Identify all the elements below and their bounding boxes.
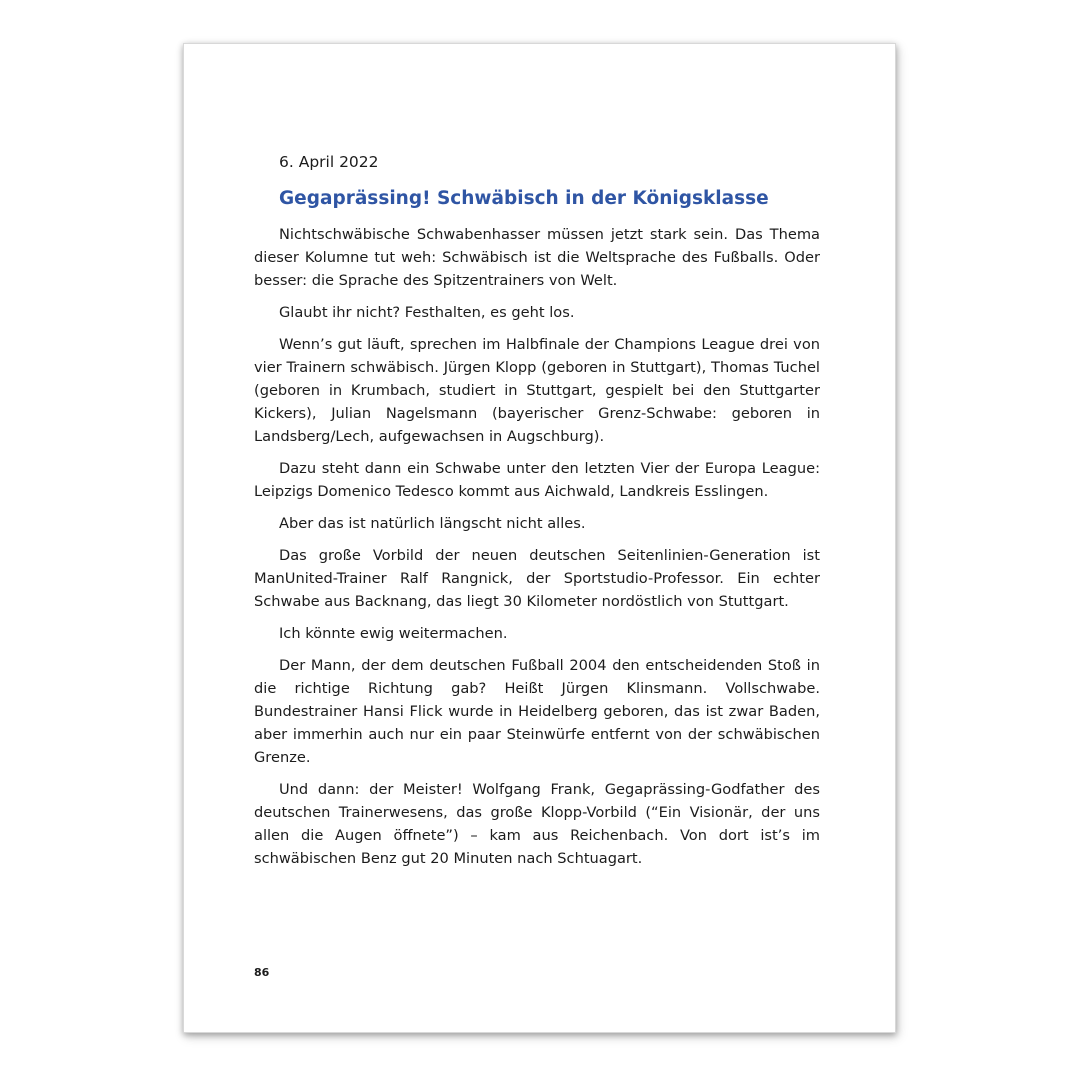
paragraph: Wenn’s gut läuft, sprechen im Halbfinale der Champions League drei von vier Trainern schwäbisch. Jürgen Klopp (geboren in Stuttgart), Thomas Tuchel (geboren in Krumbach, studiert in Stuttgart, gespielt bei den Stuttgarter Kickers), Julian Nagelsmann (bayerischer Grenz-Schwabe: geboren in Landsberg/Lech, aufgewachsen in Augschburg).: [254, 336, 820, 445]
paragraph: Nichtschwäbische Schwabenhasser müssen jetzt stark sein. Das Thema dieser Kolumne tut weh: Schwäbisch ist die Weltsprache des Fußballs. Oder besser: die Sprache des Spitzentrainers von Welt.: [254, 226, 820, 289]
paragraph: Aber das ist natürlich längscht nicht alles.: [279, 515, 586, 532]
paragraph: Ich könnte ewig weitermachen.: [279, 625, 508, 642]
column-date: 6. April 2022: [279, 153, 379, 171]
page-content: [254, 152, 820, 879]
column-title: Gegaprässing! Schwäbisch in der Königsklasse: [279, 188, 769, 209]
paragraph: Und dann: der Meister! Wolfgang Frank, Gegaprässing-Godfather des deutschen Trainerwesens, das große Klopp-Vorbild (“Ein Visionär, der uns allen die Augen öffnete”) – kam aus Reichenbach. Von dort ist’s im schwäbischen Benz gut 20 Minuten nach Schtuagart.: [254, 781, 820, 867]
page-number: 86: [254, 966, 270, 979]
paragraph: Dazu steht dann ein Schwabe unter den letzten Vier der Europa League: Leipzigs Domenico Tedesco kommt aus Aichwald, Landkreis Esslingen.: [254, 460, 820, 500]
paragraph: Glaubt ihr nicht? Festhalten, es geht los.: [279, 304, 575, 321]
paragraph: Das große Vorbild der neuen deutschen Seitenlinien-Generation ist ManUnited-Trainer Ralf Rangnick, der Sportstudio-Professor. Ein echter Schwabe aus Backnang, das liegt 30 Kilometer nordöstlich von Stuttgart.: [254, 547, 820, 610]
book-page: [183, 43, 896, 1033]
paragraph: Der Mann, der dem deutschen Fußball 2004 den entscheidenden Stoß in die richtige Richtung gab? Heißt Jürgen Klinsmann. Vollschwabe. Bundestrainer Hansi Flick wurde in Heidelberg geboren, das ist zwar Baden, aber immerhin auch nur ein paar Steinwürfe entfernt von der schwäbischen Grenze.: [254, 657, 820, 766]
